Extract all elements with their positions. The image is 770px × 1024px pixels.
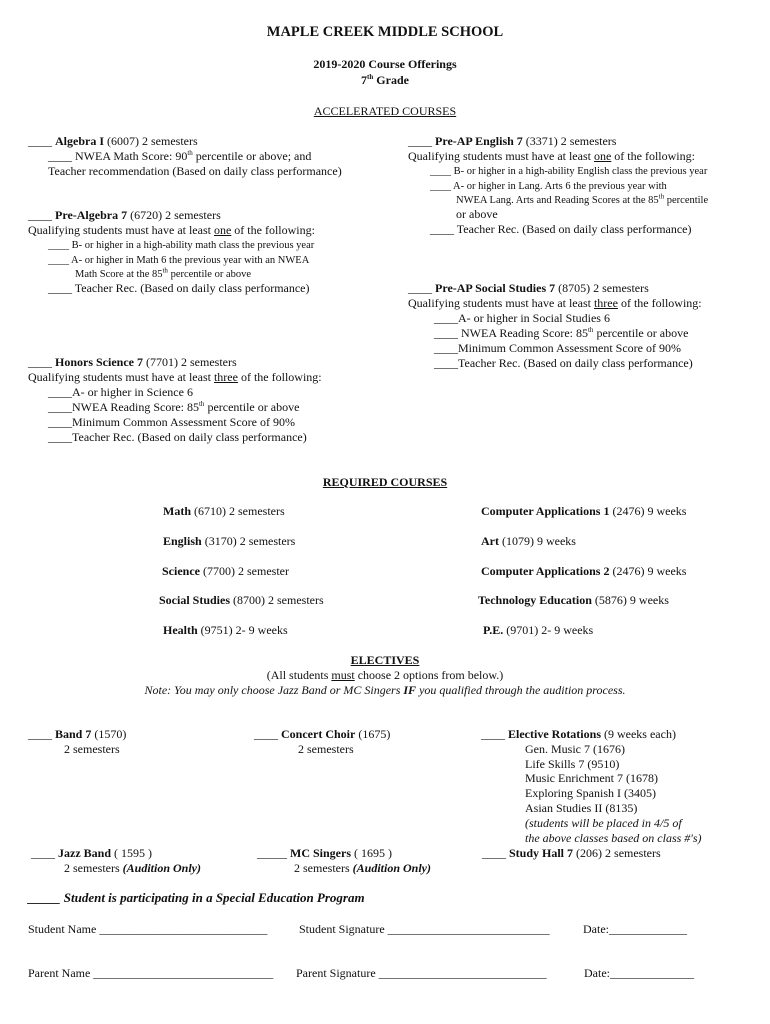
- rotation-item: Music Enrichment 7 (1678): [525, 771, 658, 785]
- preap-english-criterion: ____ B- or higher in a high-ability English class the previous year: [430, 166, 708, 177]
- preap-social-studies-title: ____ Pre-AP Social Studies 7 (8705) 2 semesters: [408, 281, 649, 295]
- prealgebra-criterion: ____ B- or higher in a high-ability math class the previous year: [48, 240, 315, 251]
- prealgebra-title: ____ Pre-Algebra 7 (6720) 2 semesters: [28, 208, 221, 222]
- required-course: Social Studies (8700) 2 semesters: [159, 593, 324, 607]
- rotation-note: the above classes based on class #'s): [525, 831, 702, 845]
- preap-social-studies-criterion: ____ NWEA Reading Score: 85th percentile or above: [434, 326, 689, 340]
- required-course: Science (7700) 2 semester: [162, 564, 289, 578]
- course-offerings-title: 2019-2020 Course Offerings: [313, 57, 457, 71]
- prealgebra-criterion: Math Score at the 85th percentile or above: [75, 266, 252, 280]
- honors-science-qualify: Qualifying students must have at least three of the following:: [28, 370, 322, 384]
- jazz-band-duration: 2 semesters (Audition Only): [64, 861, 202, 875]
- required-course: Computer Applications 1 (2476) 9 weeks: [481, 504, 687, 518]
- preap-english-criterion: ____ Teacher Rec. (Based on daily class performance): [430, 222, 692, 236]
- required-course: Math (6710) 2 semesters: [163, 504, 285, 518]
- prealgebra-qualify: Qualifying students must have at least one of the following:: [28, 223, 315, 237]
- required-course: Art (1079) 9 weeks: [481, 534, 576, 548]
- preap-social-studies-criterion: ____Minimum Common Assessment Score of 90%: [434, 341, 681, 355]
- student-signature-field[interactable]: Student Signature ___________________________: [299, 922, 550, 936]
- elective-rotations-title: ____ Elective Rotations (9 weeks each): [481, 727, 676, 741]
- concert-choir-title: ____ Concert Choir (1675): [254, 727, 391, 741]
- required-course: Computer Applications 2 (2476) 9 weeks: [481, 564, 687, 578]
- preap-social-studies-qualify: Qualifying students must have at least three of the following:: [408, 296, 702, 310]
- preap-english-criterion: or above: [456, 207, 498, 221]
- rotation-item: Life Skills 7 (9510): [525, 757, 620, 771]
- preap-english-qualify: Qualifying students must have at least one of the following:: [408, 149, 695, 163]
- mc-singers-title: _____ MC Singers ( 1695 ): [257, 846, 392, 860]
- student-date-field[interactable]: Date:_____________: [583, 922, 687, 936]
- parent-signature-field[interactable]: Parent Signature ____________________________: [296, 966, 547, 980]
- prealgebra-criterion: ____ Teacher Rec. (Based on daily class performance): [48, 281, 310, 295]
- parent-date-field[interactable]: Date:______________: [584, 966, 694, 980]
- honors-science-title: ____ Honors Science 7 (7701) 2 semesters: [28, 355, 237, 369]
- electives-note: Note: You may only choose Jazz Band or MC Singers IF you qualified through the audition process.: [144, 683, 626, 697]
- band-title: ____ Band 7 (1570): [28, 727, 127, 741]
- rotation-item: Gen. Music 7 (1676): [525, 742, 625, 756]
- preap-english-title: ____ Pre-AP English 7 (3371) 2 semesters: [408, 134, 617, 148]
- grade-title: 7th Grade: [361, 73, 409, 87]
- student-name-field[interactable]: Student Name ____________________________: [28, 922, 268, 936]
- school-name: MAPLE CREEK MIDDLE SCHOOL: [266, 24, 504, 40]
- algebra-teacher-rec: Teacher recommendation (Based on daily class performance): [48, 164, 342, 178]
- special-education-checkbox-line[interactable]: _____ Student is participating in a Special Education Program: [28, 890, 365, 905]
- parent-name-field[interactable]: Parent Name ______________________________: [28, 966, 274, 980]
- preap-social-studies-criterion: ____A- or higher in Social Studies 6: [434, 311, 610, 325]
- rotation-note: (students will be placed in 4/5 of: [525, 816, 682, 830]
- prealgebra-criterion: ____ A- or higher in Math 6 the previous year with an NWEA: [48, 255, 310, 266]
- accelerated-courses-heading: ACCELERATED COURSES: [313, 104, 457, 118]
- band-duration: 2 semesters: [64, 742, 120, 756]
- required-courses-heading: REQUIRED COURSES: [322, 475, 448, 489]
- honors-science-criterion: ____Minimum Common Assessment Score of 90%: [48, 415, 295, 429]
- rotation-item: Asian Studies II (8135): [525, 801, 638, 815]
- required-course: P.E. (9701) 2- 9 weeks: [483, 623, 594, 637]
- preap-english-criterion: ____ A- or higher in Lang. Arts 6 the previous year with: [430, 181, 667, 192]
- electives-instruction: (All students must choose 2 options from below.): [266, 668, 504, 682]
- honors-science-criterion: ____Teacher Rec. (Based on daily class performance): [48, 430, 307, 444]
- concert-choir-duration: 2 semesters: [298, 742, 354, 756]
- study-hall-title: ____ Study Hall 7 (206) 2 semesters: [482, 846, 661, 860]
- preap-social-studies-criterion: ____Teacher Rec. (Based on daily class performance): [434, 356, 693, 370]
- required-course: Technology Education (5876) 9 weeks: [478, 593, 669, 607]
- required-course: Health (9751) 2- 9 weeks: [163, 623, 288, 637]
- preap-english-criterion: NWEA Lang. Arts and Reading Scores at the 85th percentile: [456, 192, 709, 206]
- jazz-band-title: ____ Jazz Band ( 1595 ): [31, 846, 153, 860]
- algebra-nwea: ____ NWEA Math Score: 90th percentile or above; and: [48, 149, 312, 163]
- honors-science-criterion: ____A- or higher in Science 6: [48, 385, 193, 399]
- honors-science-criterion: ____NWEA Reading Score: 85th percentile or above: [48, 400, 300, 414]
- rotation-item: Exploring Spanish I (3405): [525, 786, 656, 800]
- mc-singers-duration: 2 semesters (Audition Only): [294, 861, 432, 875]
- electives-heading: ELECTIVES: [350, 653, 420, 667]
- required-course: English (3170) 2 semesters: [163, 534, 296, 548]
- algebra-title: ____ Algebra I (6007) 2 semesters: [28, 134, 198, 148]
